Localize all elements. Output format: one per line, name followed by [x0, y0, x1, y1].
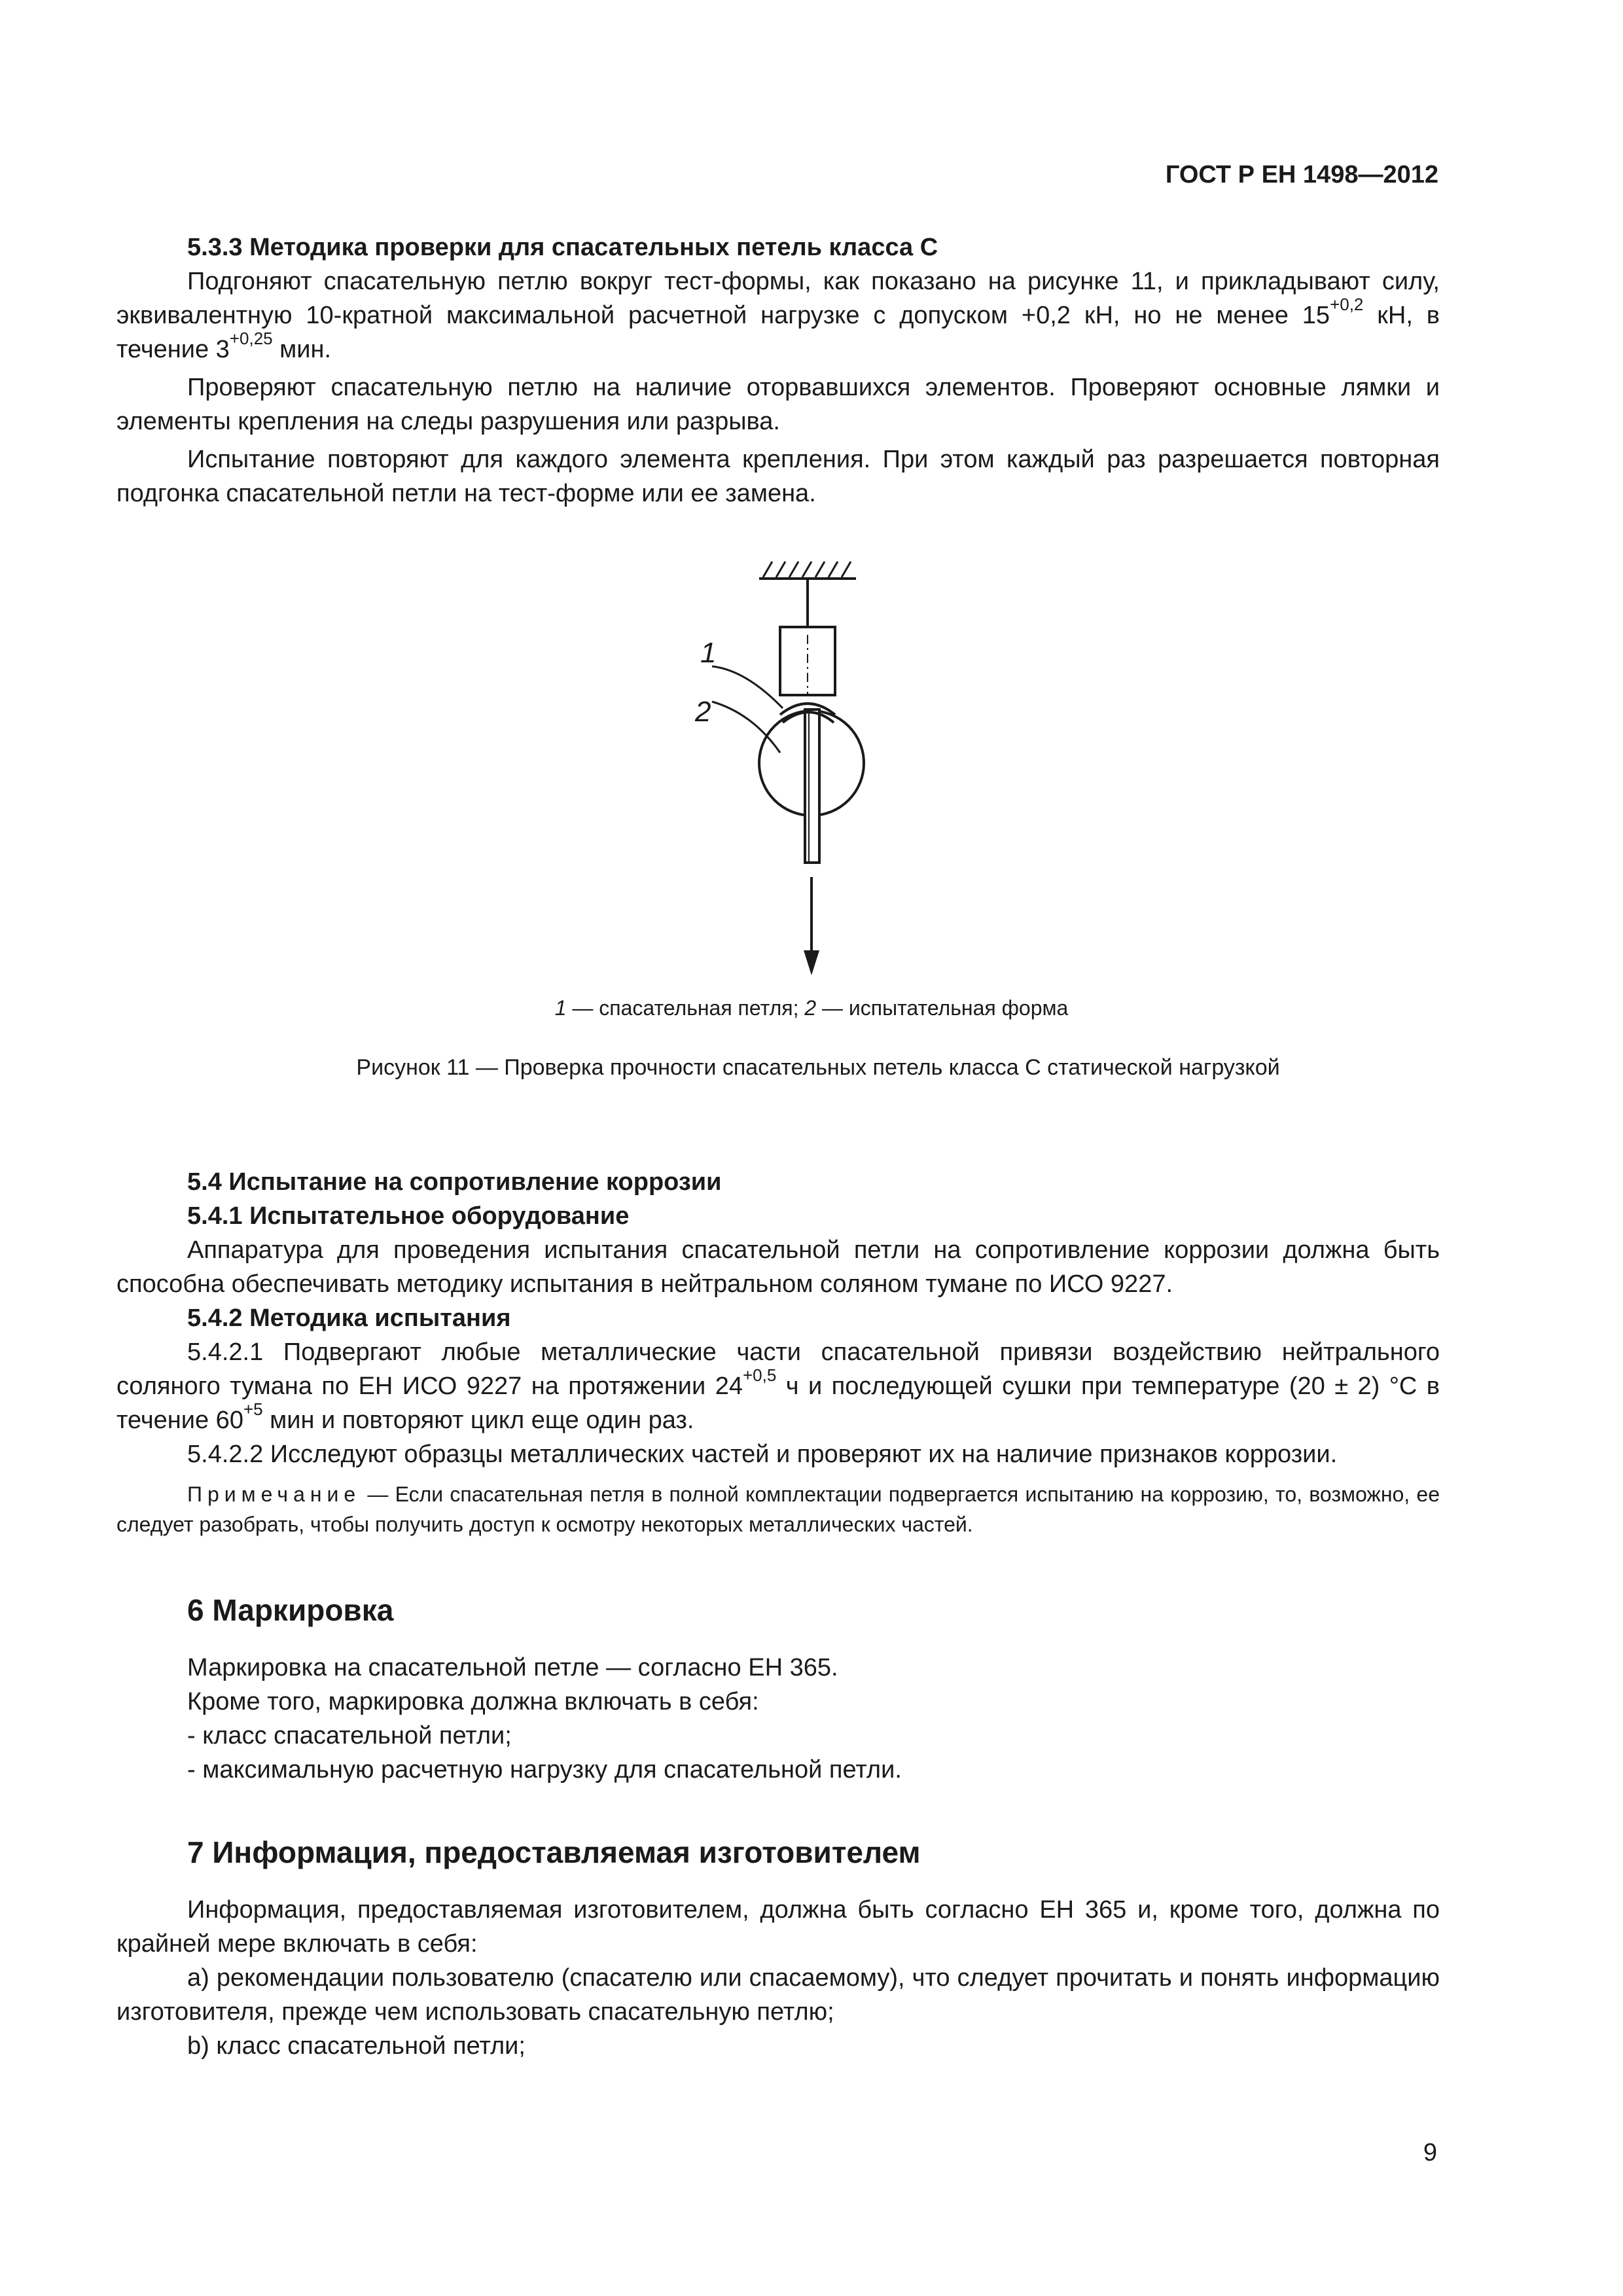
section-heading: 5.4 Испытание на сопротивление коррозии	[187, 1168, 722, 1196]
section-5-3-3	[116, 230, 1440, 511]
paragraph: Аппаратура для проведения испытания спасательной петли на сопротивление коррозии должна быть способна обеспечивать методику испытания в нейтральном соляном тумане по ИСО 9227.	[116, 1236, 1440, 1298]
legend-text: — спасательная петля;	[566, 996, 805, 1020]
section-5-4	[116, 1165, 1440, 1539]
list-item: a) рекомендации пользователю (спасателю или спасаемому), что следует прочитать и понять информацию изготовителя, прежде чем использовать спасательную петлю;	[116, 1964, 1440, 2026]
loop-strap	[805, 709, 819, 863]
page-number: 9	[1423, 2139, 1437, 2166]
paragraph: Испытание повторяют для каждого элемента крепления. При этом каждый раз разрешается повторная подгонка спасательной петли на тест-форме или ее замена.	[116, 446, 1440, 507]
text: Подгоняют спасательную петлю вокруг тест-формы, как показано на рисунке 11, и прикладывают силу, эквивалентную 10-кратной максимальной расчетной нагрузке с допуском +0,2 кН, но не менее 15	[116, 268, 1440, 329]
paragraph: Маркировка на спасательной петле — согласно ЕН 365.	[187, 1654, 838, 1681]
text: кН, в течение 3	[116, 302, 1440, 363]
figure-legend	[0, 996, 1623, 1020]
paragraph: Проверяют спасательную петлю на наличие оторвавшихся элементов. Проверяют основные лямки и элементы крепления на следы разрушения или разрыва.	[116, 374, 1440, 435]
text: мин.	[272, 336, 332, 363]
callout-1: 1	[700, 637, 717, 669]
load-arrow-head	[804, 950, 819, 975]
text: ч и последующей сушки при температуре (20 ± 2) °С в течение 60	[116, 1372, 1440, 1434]
subsection-heading: 5.4.2 Методика испытания	[187, 1304, 511, 1332]
ceiling-hatch	[763, 562, 851, 577]
document-code: ГОСТ Р ЕН 1498—2012	[1165, 161, 1438, 188]
paragraph: Кроме того, маркировка должна включать в себя:	[187, 1688, 759, 1715]
text: 5.4.2.1 Подвергают любые металлические части спасательной привязи воздействию нейтрального соляного тумана по ЕН ИСО 9227 на протяжении 24	[116, 1338, 1440, 1400]
section-6	[116, 1590, 1440, 1787]
section-heading: 5.3.3 Методика проверки для спасательных петель класса С	[187, 234, 938, 261]
paragraph	[116, 264, 1440, 367]
note-label: Примечание	[187, 1482, 361, 1506]
paragraph: Информация, предоставляемая изготовителем, должна быть согласно ЕН 365 и, кроме того, должна по крайней мере включать в себя:	[116, 1896, 1440, 1958]
tolerance: +5	[243, 1399, 263, 1420]
tolerance: +0,5	[742, 1365, 777, 1386]
leader-line-1	[712, 666, 783, 708]
note	[116, 1479, 1440, 1539]
figure-11-diagram	[654, 550, 942, 982]
subsection-heading: 5.4.1 Испытательное оборудование	[187, 1202, 630, 1230]
section-heading: 7 Информация, предоставляемая изготовителем	[187, 1835, 921, 1869]
legend-num: 2	[804, 996, 817, 1020]
legend-text: — испытательная форма	[816, 996, 1069, 1020]
section-7	[116, 1833, 1440, 2063]
tolerance: +0,2	[1330, 295, 1364, 315]
legend-num: 1	[554, 996, 567, 1020]
text: мин и повторяют цикл еще один раз.	[262, 1407, 694, 1434]
list-item: - класс спасательной петли;	[187, 1722, 512, 1749]
list-item: b) класс спасательной петли;	[187, 2032, 526, 2060]
callout-2: 2	[695, 696, 711, 728]
tolerance: +0,25	[229, 329, 273, 349]
paragraph: 5.4.2.2 Исследуют образцы металлических частей и проверяют их на наличие признаков коррозии.	[187, 1441, 1338, 1468]
note-text: — Если спасательная петля в полной комплектации подвергается испытанию на коррозию, то, возможно, ее следует разобрать, чтобы получить доступ к осмотру некоторых металлических частей.	[116, 1482, 1440, 1536]
paragraph	[116, 1335, 1440, 1437]
list-item: - максимальную расчетную нагрузку для спасательной петли.	[187, 1756, 902, 1784]
section-heading: 6 Маркировка	[187, 1593, 394, 1627]
figure-caption: Рисунок 11 — Проверка прочности спасательных петель класса С статической нагрузкой	[356, 1055, 1280, 1080]
